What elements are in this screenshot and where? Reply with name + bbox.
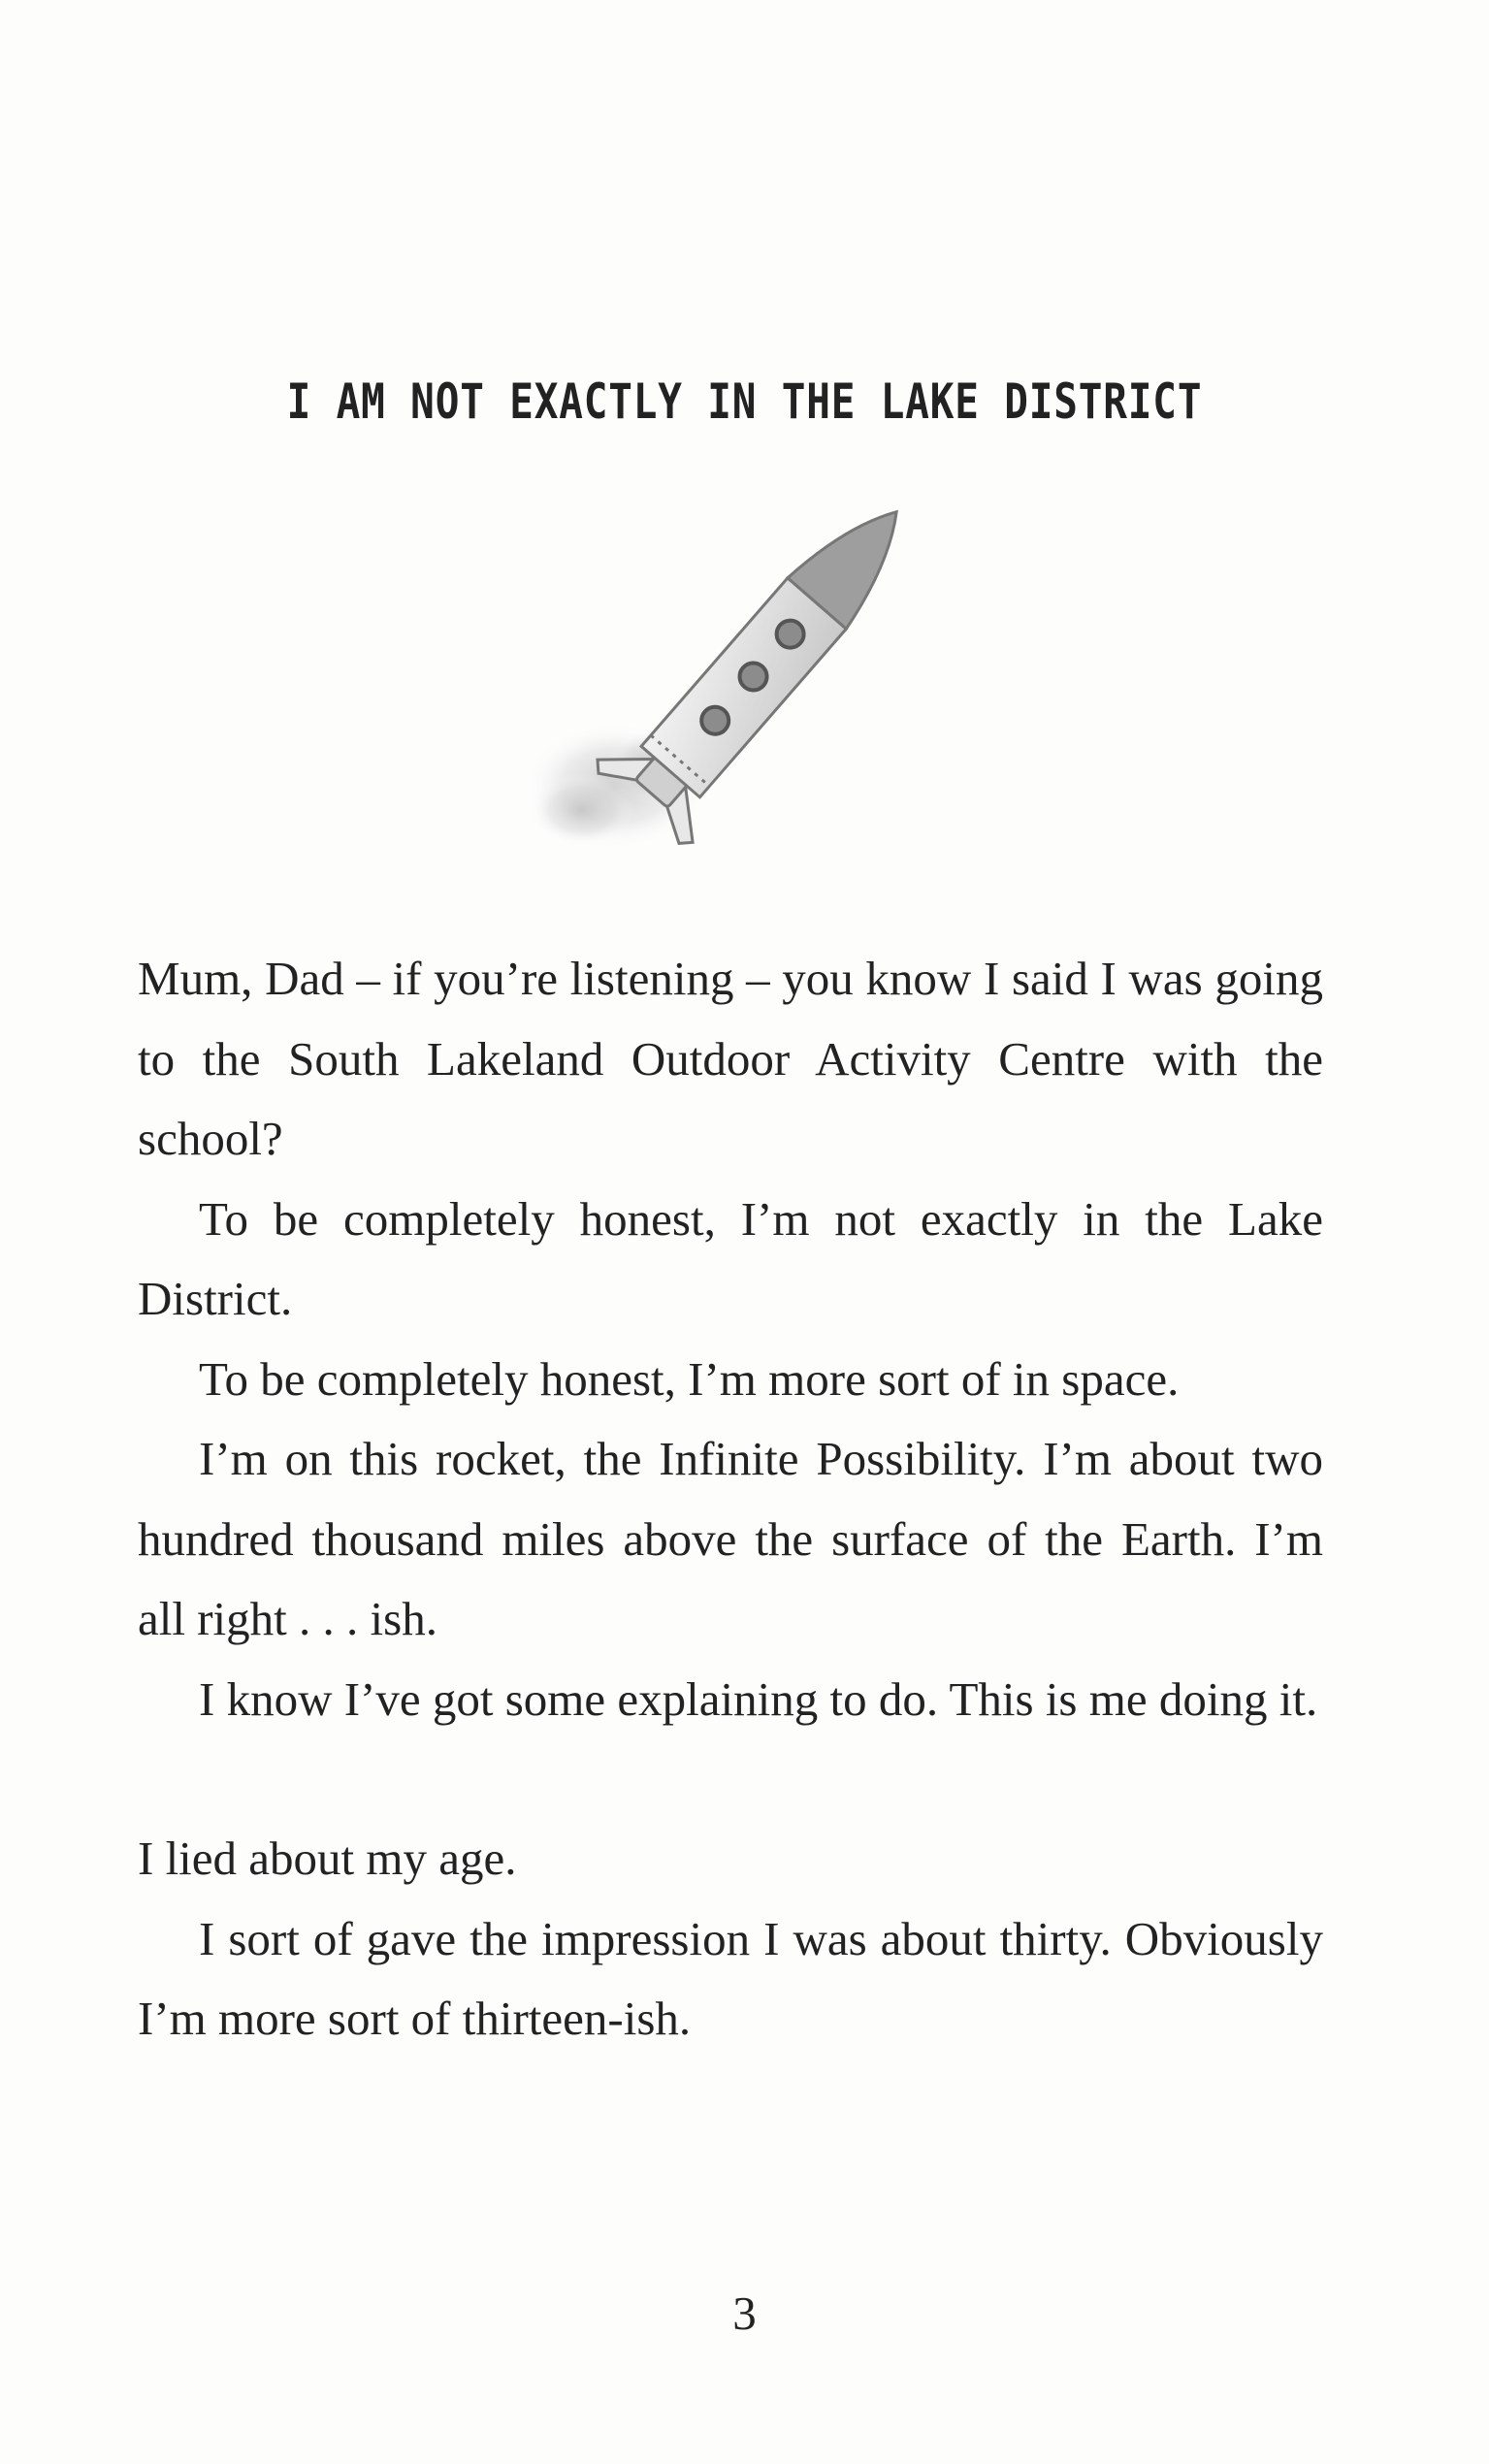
paragraph: I’m on this rocket, the Infinite Possibility. I’m about two hundred thousand miles above the surface of the Earth. I’m all right . . . ish. xyxy=(138,1432,1323,1645)
page-number: 3 xyxy=(732,2286,757,2340)
paragraph: To be completely honest, I’m more sort of in space. xyxy=(199,1351,1180,1406)
rocket-icon xyxy=(524,490,970,878)
paragraph: I lied about my age. xyxy=(138,1832,517,1885)
paragraph: To be completely honest, I’m not exactly in the Lake District. xyxy=(138,1191,1323,1325)
chapter-body xyxy=(138,939,1323,2059)
paragraph: I know I’ve got some explaining to do. This is me doing it. xyxy=(199,1671,1318,1726)
chapter-title: I AM NOT EXACTLY IN THE LAKE DISTRICT xyxy=(286,373,1203,430)
paragraph: Mum, Dad – if you’re listening – you know I said I was going to the South Lakeland Outdoor Activity Centre with the school? xyxy=(138,952,1323,1165)
paragraph: I sort of gave the impression I was about thirty. Obviously I’m more sort of thirteen-ish. xyxy=(138,1911,1323,2045)
